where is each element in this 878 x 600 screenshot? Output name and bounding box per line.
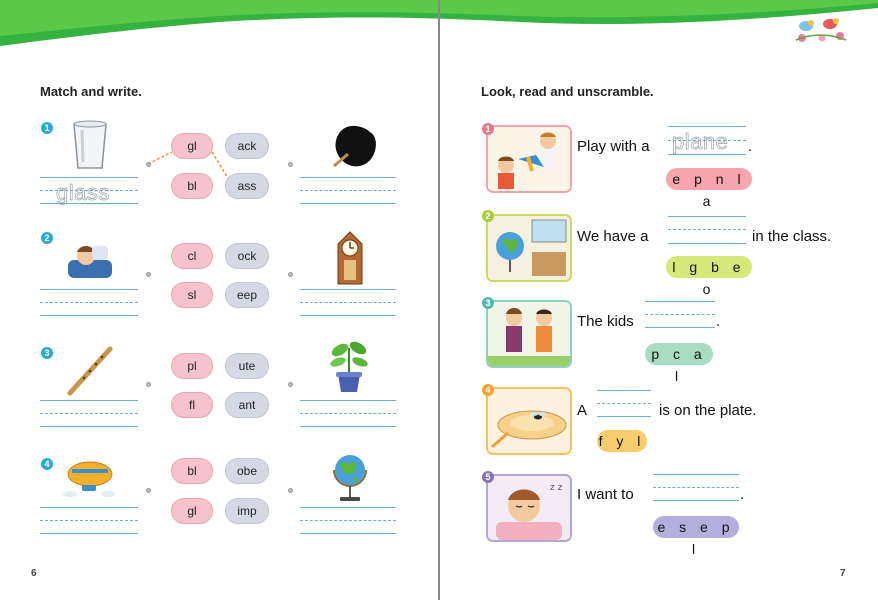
sentence-start: I want to [577, 486, 634, 503]
kids-clapping-icon [488, 302, 570, 366]
match-dot[interactable] [146, 382, 151, 387]
sentence-start: The kids [577, 313, 634, 330]
write-line-top [300, 507, 396, 508]
write-line-base [653, 500, 739, 501]
write-line-top [668, 126, 746, 127]
write-line-base [40, 426, 138, 427]
classroom-globe-icon [488, 216, 570, 280]
write-line-base [300, 315, 396, 316]
onset-pill[interactable]: bl [171, 458, 213, 484]
item-number-3: 3 [482, 297, 494, 309]
match-dot[interactable] [288, 382, 293, 387]
boy-playing-plane-icon [488, 127, 570, 191]
scrambled-letters: e p n l a [666, 168, 752, 190]
rime-pill[interactable]: ant [225, 392, 269, 418]
rime-pill[interactable]: ock [225, 243, 269, 269]
write-line-top [40, 507, 138, 508]
sentence-end: in the class. [752, 228, 832, 245]
write-line-mid [300, 190, 396, 191]
sentence-end: . [740, 486, 745, 503]
item-number-4: 4 [41, 458, 53, 470]
match-dot[interactable] [288, 162, 293, 167]
onset-pill[interactable]: gl [171, 133, 213, 159]
clock-icon [334, 230, 366, 286]
write-line-top [300, 400, 396, 401]
picture-frame-1 [486, 125, 572, 193]
sentence-start: Play with a [577, 138, 650, 155]
right-heading: Look, read and unscramble. [481, 84, 654, 99]
match-dot[interactable] [146, 488, 151, 493]
rime-pill[interactable]: imp [225, 498, 269, 524]
write-line-base [668, 243, 746, 244]
birds-flowers-icon [792, 12, 848, 44]
match-dot[interactable] [146, 272, 151, 277]
match-dot[interactable] [288, 272, 293, 277]
flute-icon [64, 345, 114, 397]
item-number-2: 2 [482, 210, 494, 222]
traced-answer-plane: plane [672, 129, 729, 154]
write-line-top [40, 177, 138, 178]
right-page-number: 7 [840, 568, 846, 579]
write-line-mid [300, 302, 396, 303]
globe-icon [330, 450, 370, 504]
match-dot[interactable] [288, 488, 293, 493]
book-spine [438, 0, 440, 600]
write-line-base [300, 203, 396, 204]
scrambled-letters: l g b e o [666, 256, 752, 278]
rime-pill[interactable]: ass [225, 173, 269, 199]
sentence-end: . [716, 313, 721, 330]
write-line-top [668, 216, 746, 217]
sleepy-boy-icon [488, 476, 570, 540]
rime-pill[interactable]: obe [225, 458, 269, 484]
blimp-icon [62, 456, 118, 498]
write-line-mid [40, 413, 138, 414]
write-line-mid [300, 413, 396, 414]
rime-pill[interactable]: ute [225, 353, 269, 379]
write-line-base [300, 533, 396, 534]
write-line-base [597, 416, 651, 417]
item-number-1: 1 [41, 122, 53, 134]
picture-frame-4 [486, 387, 572, 455]
write-line-top [653, 474, 739, 475]
picture-frame-5 [486, 474, 572, 542]
item-number-3: 3 [41, 347, 53, 359]
write-line-mid [40, 520, 138, 521]
write-line-base [645, 327, 715, 328]
scrambled-letters: p c a l [645, 343, 713, 365]
scrambled-letters: e s e p l [653, 516, 739, 538]
plant-icon [328, 336, 370, 394]
onset-pill[interactable]: gl [171, 498, 213, 524]
sentence-start: A [577, 402, 588, 419]
sleeping-boy-icon [66, 238, 114, 282]
write-line-top [300, 289, 396, 290]
item-number-2: 2 [41, 232, 53, 244]
write-line-top [40, 400, 138, 401]
picture-frame-2 [486, 214, 572, 282]
write-line-base [40, 533, 138, 534]
write-line-base [40, 315, 138, 316]
onset-pill[interactable]: bl [171, 173, 213, 199]
item-number-1: 1 [482, 123, 494, 135]
fly-on-plate-icon [488, 389, 570, 453]
item-number-4: 4 [482, 384, 494, 396]
onset-pill[interactable]: fl [171, 392, 213, 418]
svg-text:z z: z z [550, 483, 563, 493]
write-line-mid [645, 314, 715, 315]
rime-pill[interactable]: ack [225, 133, 269, 159]
write-line-top [300, 177, 396, 178]
sentence-end: . [748, 138, 753, 155]
left-page-number: 6 [31, 568, 37, 579]
match-connector-lines [140, 140, 240, 190]
item-number-5: 5 [482, 471, 494, 483]
traced-answer-glass: glass [56, 180, 110, 205]
write-line-mid [653, 487, 739, 488]
match-dot[interactable] [146, 162, 151, 167]
write-line-top [40, 289, 138, 290]
sentence-start: We have a [577, 228, 649, 245]
write-line-mid [597, 403, 651, 404]
picture-frame-3 [486, 300, 572, 368]
left-heading: Match and write. [40, 84, 142, 99]
write-line-base [300, 426, 396, 427]
onset-pill[interactable]: sl [171, 282, 213, 308]
scrambled-letters: f y l [597, 430, 647, 452]
onset-pill[interactable]: pl [171, 353, 213, 379]
write-line-top [597, 390, 651, 391]
write-line-top [645, 301, 715, 302]
onset-pill[interactable]: cl [171, 243, 213, 269]
write-line-mid [40, 302, 138, 303]
black-blob-icon [330, 122, 380, 172]
rime-pill[interactable]: eep [225, 282, 269, 308]
sentence-end: is on the plate. [659, 402, 757, 419]
write-line-mid [300, 520, 396, 521]
glass-icon [70, 120, 110, 172]
write-line-mid [668, 229, 746, 230]
